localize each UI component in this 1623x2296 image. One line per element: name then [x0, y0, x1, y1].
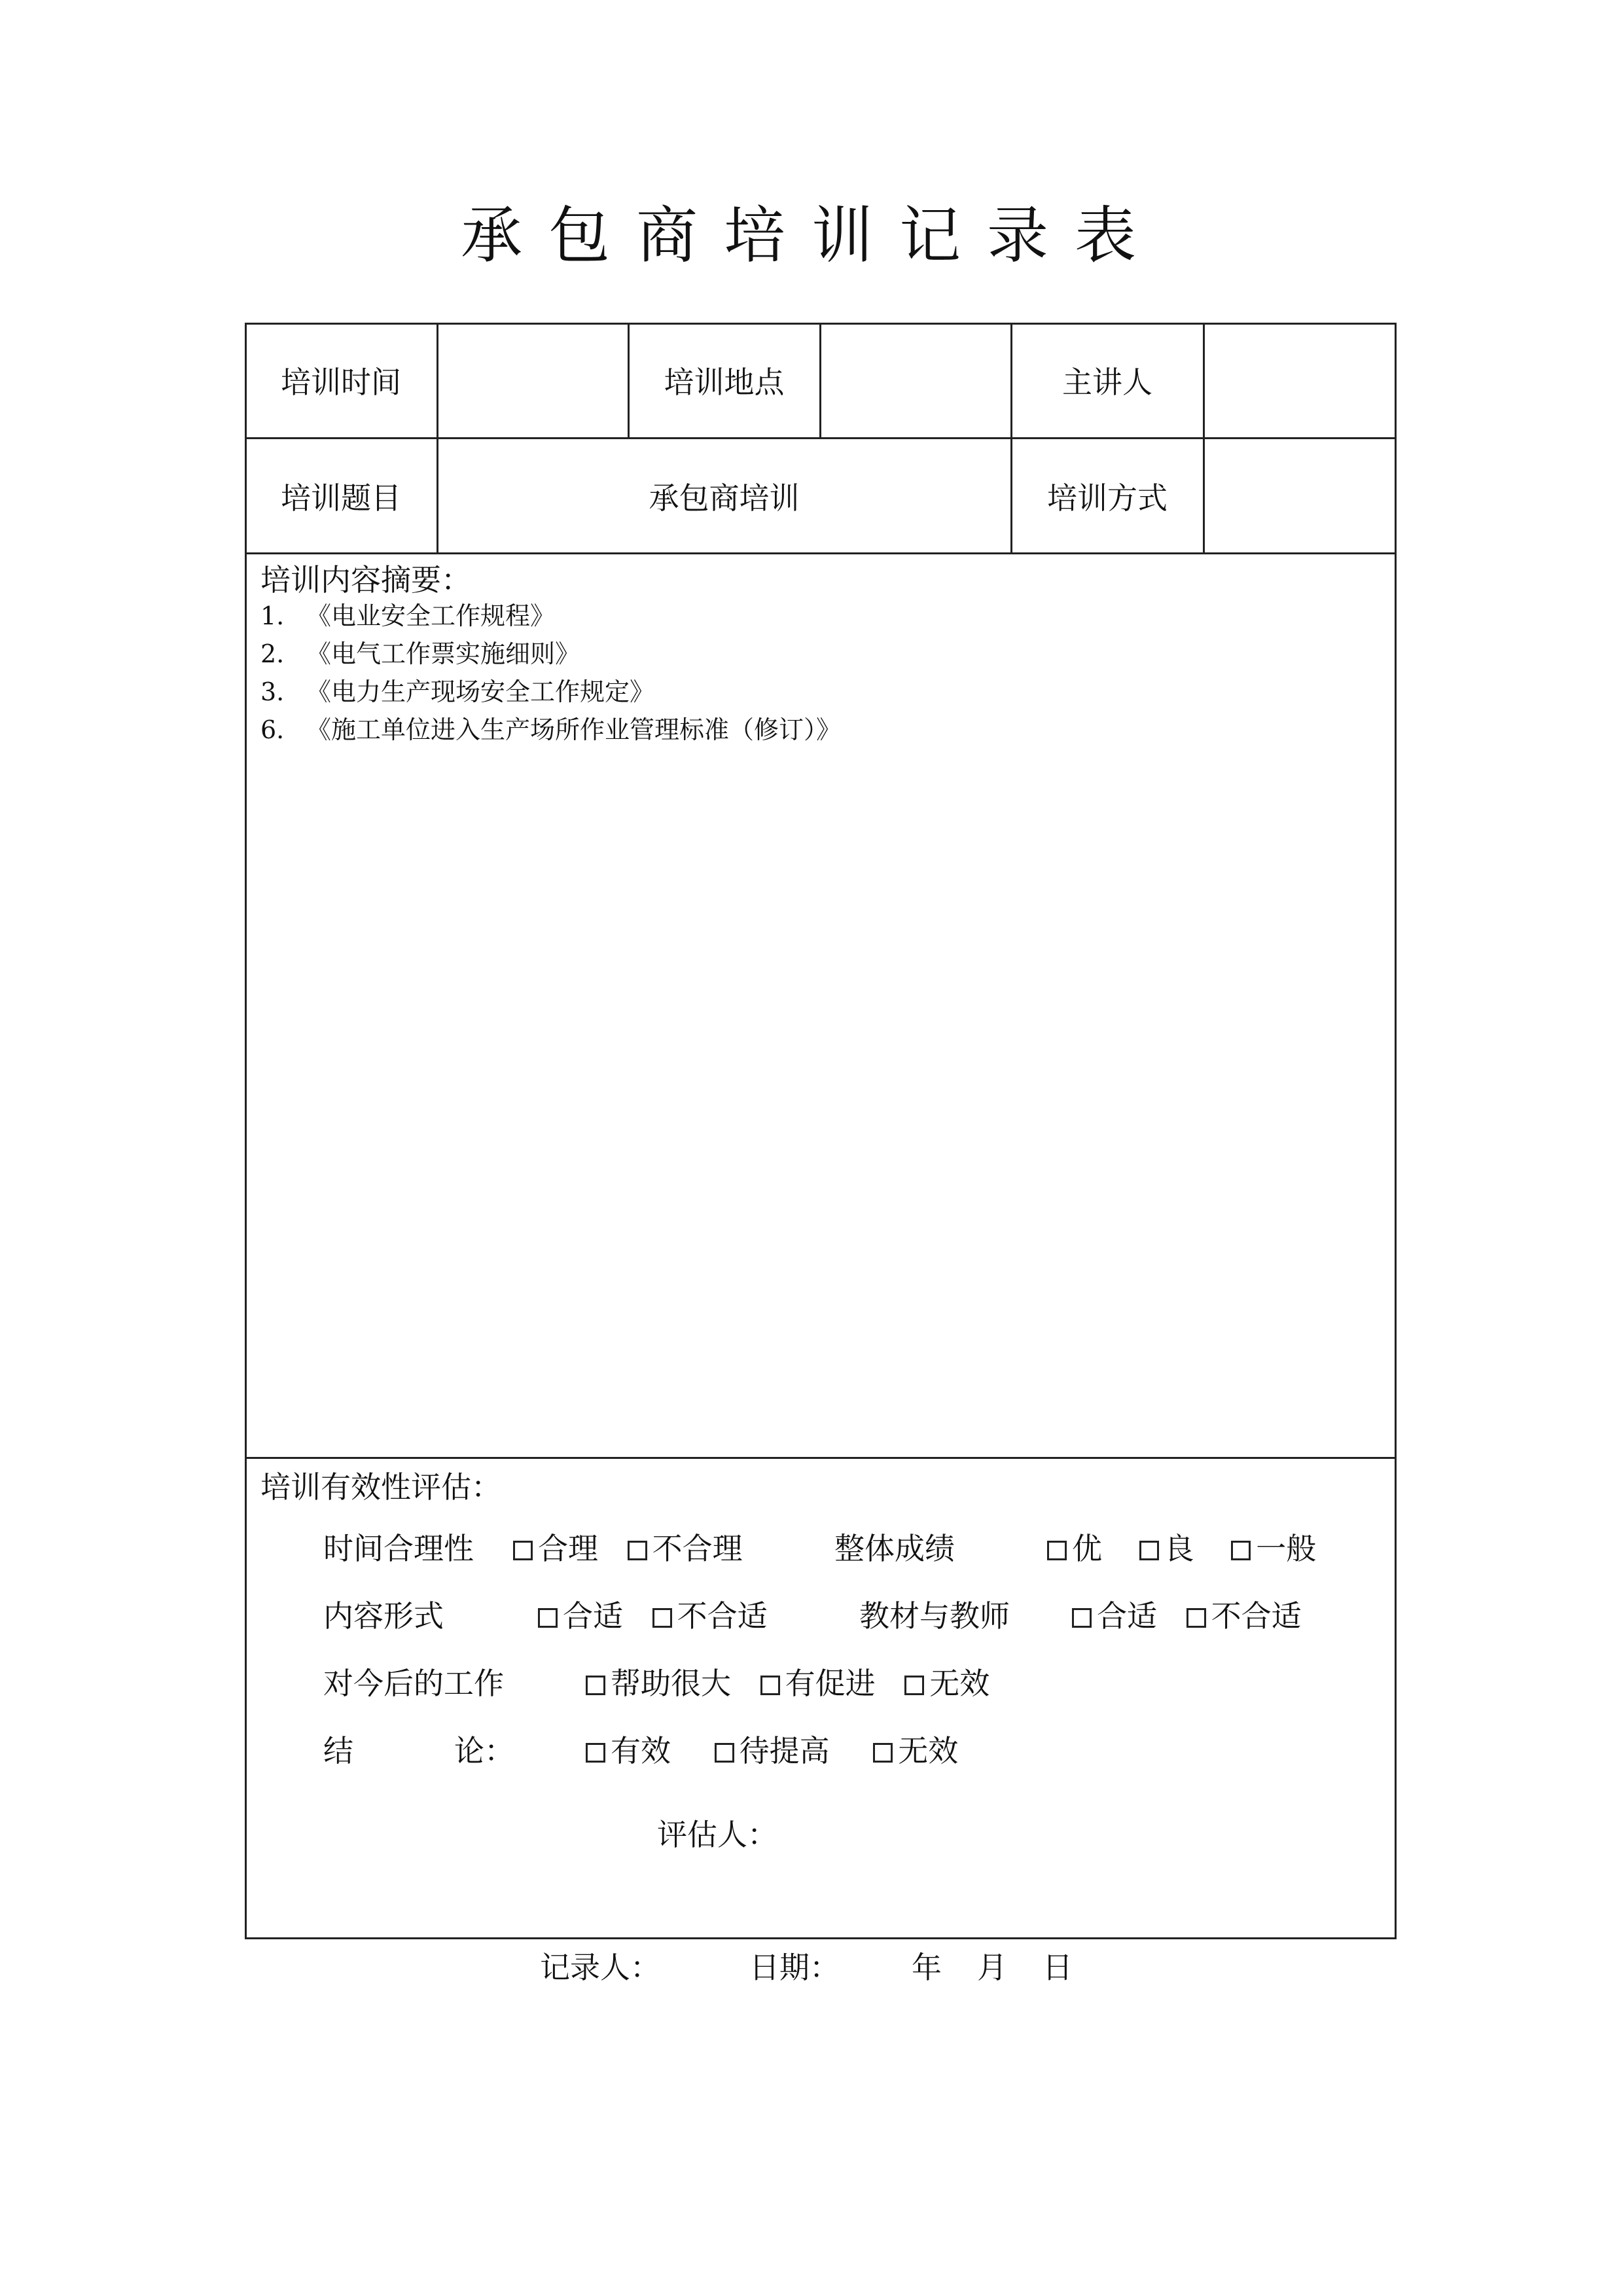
checkbox-icon: [586, 1676, 605, 1695]
list-item-text: 《电业安全工作规程》: [306, 601, 556, 630]
checkbox-icon: [904, 1676, 924, 1695]
list-item-number: 3.: [260, 677, 285, 706]
date-label: 日期：: [749, 1950, 840, 1985]
checkbox-option[interactable]: 有促进: [760, 1660, 876, 1703]
list-item-number: 6.: [260, 715, 285, 744]
eval-conclusion-options: [586, 1727, 958, 1770]
checkbox-icon: [760, 1676, 780, 1695]
checkbox-option[interactable]: 不合适: [652, 1592, 768, 1636]
checkbox-icon: [538, 1608, 558, 1628]
eval-materials-label: 教材与教师: [859, 1598, 1010, 1634]
list-item-number: 1.: [260, 601, 285, 630]
checkbox-icon: [1186, 1608, 1206, 1628]
evaluation-label: 培训有效性评估：: [260, 1469, 501, 1505]
checkbox-option[interactable]: 一般: [1231, 1525, 1316, 1568]
checkbox-icon: [873, 1743, 893, 1763]
assessor-label: 评估人：: [657, 1817, 777, 1852]
checkbox-option[interactable]: 有效: [586, 1727, 671, 1770]
list-item: [260, 709, 841, 745]
eval-materials-options: [1072, 1592, 1302, 1636]
list-item: [260, 634, 580, 670]
checkbox-icon: [1139, 1541, 1159, 1560]
checkbox-option[interactable]: 无效: [904, 1660, 990, 1703]
training-method-value[interactable]: [1204, 439, 1397, 553]
training-time-value[interactable]: [438, 323, 628, 438]
training-topic-value[interactable]: 承包商培训: [649, 480, 800, 516]
eval-future-work-options: [586, 1660, 990, 1703]
list-item-text: 《施工单位进入生产场所作业管理标准（修订）》: [306, 715, 842, 744]
checkbox-icon: [513, 1541, 533, 1560]
list-item-number: 2.: [260, 639, 285, 668]
checkbox-option[interactable]: 无效: [873, 1727, 958, 1770]
eval-overall-label: 整体成绩: [834, 1531, 955, 1566]
checkbox-option[interactable]: 不合理: [628, 1525, 743, 1568]
training-place-label: 培训地点: [664, 365, 785, 400]
checkbox-option[interactable]: 优: [1047, 1525, 1102, 1568]
training-method-label: 培训方式: [1047, 480, 1168, 516]
checkbox-icon: [1047, 1541, 1067, 1560]
checkbox-option[interactable]: 合理: [513, 1525, 598, 1568]
list-item-text: 《电力生产现场安全工作规定》: [306, 677, 655, 706]
list-item: [260, 672, 654, 708]
checkbox-option[interactable]: 待提高: [715, 1727, 830, 1770]
checkbox-icon: [1072, 1608, 1092, 1628]
year-label: 年: [912, 1950, 942, 1985]
checkbox-option[interactable]: 不合适: [1186, 1592, 1302, 1636]
row-divider: [245, 1457, 1397, 1459]
checkbox-icon: [1231, 1541, 1251, 1560]
list-item: [260, 596, 555, 632]
checkbox-icon: [628, 1541, 647, 1560]
day-label: 日: [1043, 1950, 1073, 1985]
training-place-value[interactable]: [821, 323, 1010, 438]
training-topic-label: 培训题目: [281, 480, 401, 516]
checkbox-icon: [715, 1743, 734, 1763]
eval-content-form-label: 内容形式: [323, 1598, 444, 1634]
eval-conclusion-label-suffix: 论：: [454, 1733, 514, 1768]
eval-content-form-options: [538, 1592, 768, 1636]
eval-time-label: 时间合理性: [323, 1531, 474, 1566]
checkbox-option[interactable]: 合适: [1072, 1592, 1157, 1636]
checkbox-option[interactable]: 良: [1139, 1525, 1194, 1568]
checkbox-icon: [652, 1608, 672, 1628]
month-label: 月: [977, 1950, 1007, 1985]
eval-future-work-label: 对今后的工作: [323, 1666, 504, 1701]
eval-time-options: [513, 1525, 743, 1568]
speaker-label: 主讲人: [1062, 365, 1152, 400]
page-title: 承包商培训记录表: [460, 200, 1162, 272]
checkbox-option[interactable]: 合适: [538, 1592, 623, 1636]
eval-conclusion-label: 结: [323, 1733, 353, 1768]
list-item-text: 《电气工作票实施细则》: [306, 639, 580, 668]
content-summary-label: 培训内容摘要：: [260, 562, 471, 598]
recorder-label: 记录人：: [540, 1950, 660, 1985]
speaker-value[interactable]: [1204, 323, 1397, 438]
eval-overall-options: [1047, 1525, 1316, 1568]
checkbox-option[interactable]: 帮助很大: [586, 1660, 731, 1703]
training-time-label: 培训时间: [281, 365, 401, 400]
checkbox-icon: [586, 1743, 605, 1763]
